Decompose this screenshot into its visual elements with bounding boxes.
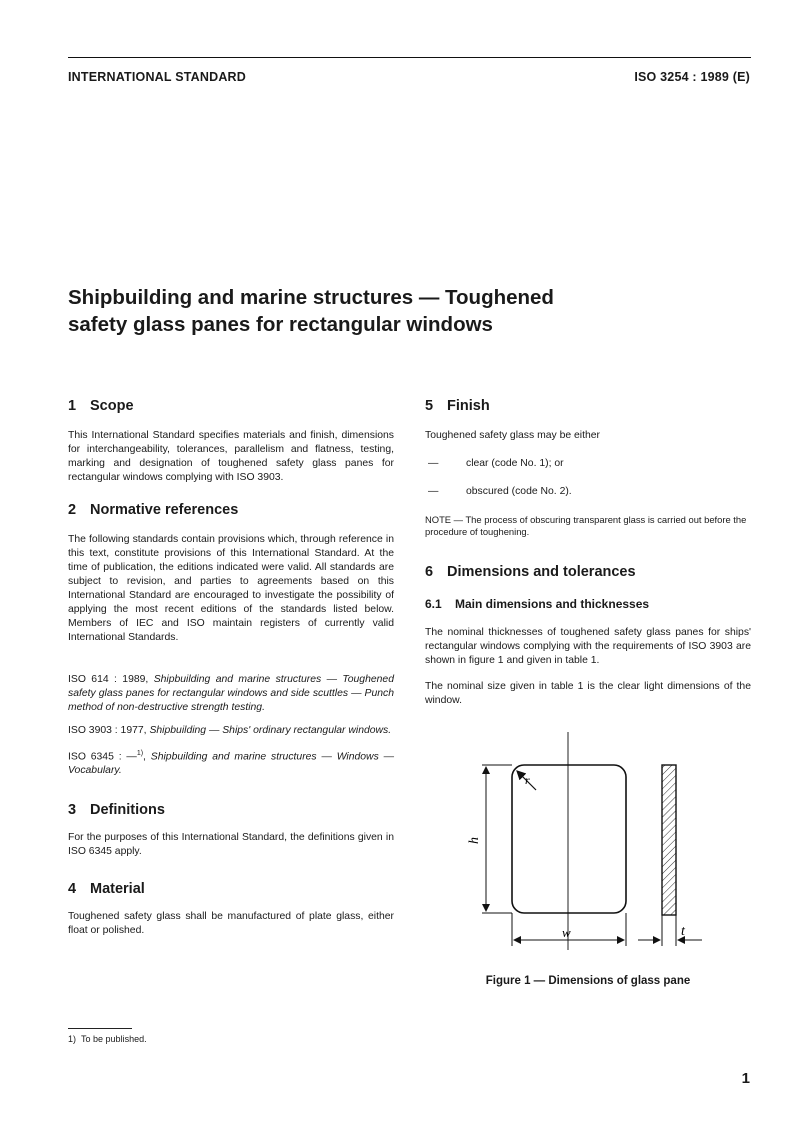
section-finish-heading: 5 Finish (425, 398, 490, 414)
label-w: w (562, 925, 571, 940)
figure-glass-pane (440, 728, 740, 956)
label-r: r (525, 773, 530, 787)
figure-caption: Figure 1 — Dimensions of glass pane (485, 975, 691, 987)
reference-iso-3903: ISO 3903 : 1977, Shipbuilding — Ships' ordinary rectangular windows. (68, 725, 392, 736)
page-title (68, 284, 758, 338)
right-column (425, 396, 751, 708)
reference-iso-6345: ISO 6345 : —$^{1)}$, Shipbuilding and marine structures — Windows — Vocabulary. (68, 750, 394, 777)
material-text: Toughened safety glass shall be manufactured of plate glass, either float or polished. (68, 911, 394, 937)
section-definitions-heading: 3 Definitions (68, 802, 165, 819)
footnote-rule (68, 1028, 132, 1029)
figure-drawing (440, 728, 740, 956)
left-column (68, 396, 394, 938)
subsection-main-dimensions-heading: 6.1 Main dimensions and thicknesses (425, 597, 650, 611)
title-line-2: safety glass panes for rectangular windows (68, 313, 493, 336)
header-doc-type: INTERNATIONAL STANDARD (68, 70, 247, 84)
page-number: 1 (741, 1070, 750, 1087)
section-material-heading: 4 Material (68, 881, 145, 898)
glass-section-hatched (662, 765, 676, 915)
scope-text: This International Standard specifies materials and finish, dimensions for interchangeability, tolerances, parallelism and flatness, testing, marking and designation of toughened safety glass panes for rectangular windows complying with ISO 3903. (68, 430, 394, 483)
finish-item-obscured: — obscured (code No. 2). (428, 486, 572, 497)
glass-pane-outline (512, 765, 626, 913)
footnote (68, 1034, 147, 1044)
footnote-mark: 1) (68, 1034, 77, 1044)
finish-intro: Toughened safety glass may be either (425, 430, 601, 441)
title-line-1: Shipbuilding and marine structures — Toughened (68, 286, 554, 309)
section-scope-heading: 1 Scope (68, 398, 134, 414)
finish-note: NOTE — The process of obscuring transparent glass is carried out before the procedure of toughening. (425, 514, 747, 537)
header-doc-number: ISO 3254 : 1989 (E) (634, 70, 750, 84)
finish-item-clear: — clear (code No. 1); or (428, 458, 564, 469)
footnote-ref-mark: 1) (136, 750, 144, 757)
dimensions-text-1: The nominal thicknesses of toughened safety glass panes for ships' rectangular windows complying with the requirements of ISO 3903 are shown in figure 1 and given in table 1. (425, 627, 751, 666)
reference-iso-614: ISO 614 : 1989, Shipbuilding and marine structures — Toughened safety glass panes for rectangular windows and side scuttles — Punch method of non-destructive strength testing. (68, 674, 394, 713)
definitions-text: For the purposes of this International Standard, the definitions given in ISO 6345 apply. (68, 832, 394, 858)
section-dimensions-heading: 6 Dimensions and tolerances (425, 564, 636, 580)
label-t: t (681, 924, 685, 939)
section-normative-heading: 2 Normative references (68, 502, 239, 518)
dimensions-text-2: The nominal size given in table 1 is the clear light dimensions of the window. (425, 681, 751, 706)
normative-text: The following standards contain provisions which, through reference in this text, constitute provisions of this International Standard. At the time of publication, the editions indicated were valid. All standards are subject to revision, and parties to agreements based on this International Standard are encouraged to investigate the possibility of applying the most recent editions of the standards listed below. Members of IEC and ISO maintain registers of currently valid International Standards. (68, 534, 394, 643)
label-h: h (467, 837, 482, 844)
header-rule (68, 57, 751, 58)
footnote-text: To be published. (81, 1034, 147, 1044)
